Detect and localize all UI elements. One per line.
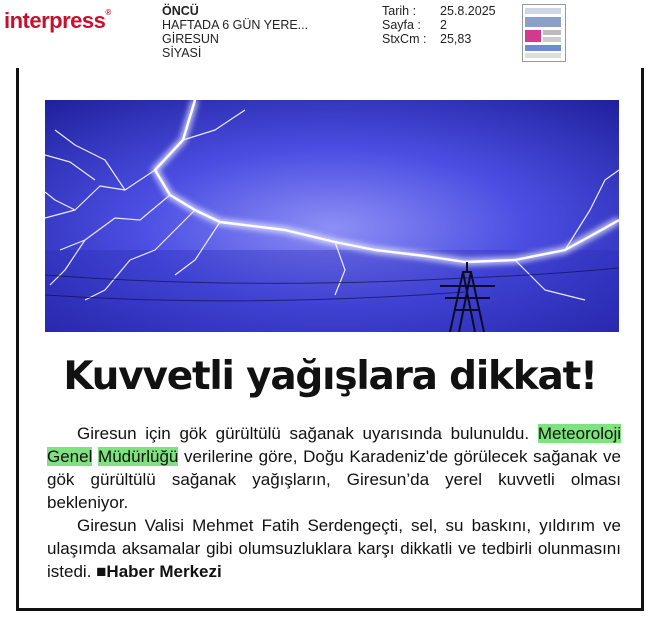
page-thumbnail[interactable] — [522, 4, 566, 62]
highlight-genel: Genel — [47, 447, 93, 466]
clip-headline: HAFTADA 6 GÜN YERE... — [162, 18, 309, 32]
stxcm-label: StxCm : — [382, 32, 427, 46]
paragraph-1: Giresun için gök gürültülü sağanak uyarısında bulunuldu. Meteoroloji Genel Müdürlüğü verilerine göre, Doğu Karadeniz'de görülecek sağanak ve gök gürültülü sağanak yağışların, Giresun’da yerel kuvvetli olması bekleniyor. — [47, 424, 622, 512]
highlight-mudurlugu: Müdürlüğü — [98, 447, 179, 466]
lightning-photo — [45, 100, 619, 332]
clip-city: GİRESUN — [162, 32, 219, 46]
interpress-logo: interpress® — [4, 8, 111, 33]
clip-meta — [162, 4, 308, 60]
page-value: 2 — [440, 18, 447, 32]
stxcm-value: 25,83 — [440, 32, 472, 46]
article-body — [47, 422, 621, 583]
date-label: Tarih : — [382, 4, 417, 18]
signature: ■Haber Merkezi — [96, 562, 222, 581]
paragraph-2: Giresun Valisi Mehmet Fatih Serdengeçti, sel, su baskını, yıldırım ve ulaşımda aksamalar gibi olumsuzluklara karşı dikkatli ve tedbirli olunmasını istedi. ■Haber Merkezi — [47, 516, 621, 581]
article-headline: Kuvvetli yağışlara dikkat! — [63, 354, 597, 399]
article-frame — [16, 68, 644, 611]
date-value: 25.8.2025 — [440, 4, 496, 18]
clip-info — [382, 4, 496, 46]
page-label: Sayfa : — [382, 18, 421, 32]
publication-name: ÖNCÜ — [162, 4, 199, 18]
clip-section: SİYASİ — [162, 46, 202, 60]
highlight-meteoroloji: Meteoroloji — [537, 424, 621, 443]
